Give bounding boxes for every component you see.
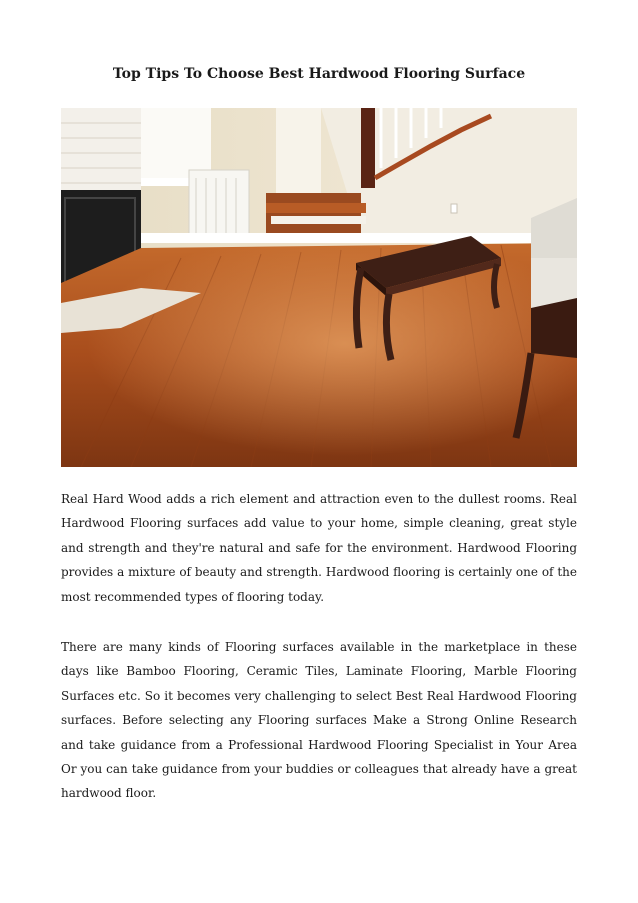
hardwood-floor-photo (61, 108, 577, 467)
intro-paragraph: Real Hard Wood adds a rich element and attraction even to the dullest rooms. Real Hardwood Flooring surfaces add value to your home, simple cleaning, great style and strength and they're natural and safe for the environment. Hardwood Flooring provides a mixture of beauty and strength. Hardwood flooring is certainly one of the most recommended types of flooring today. (61, 492, 577, 604)
flooring-options-paragraph: There are many kinds of Flooring surfaces available in the marketplace in these days like Bamboo Flooring, Ceramic Tiles, Laminate Flooring, Marble Flooring Surfaces etc. So it becomes very challenging to select Best Real Hardwood Flooring surfaces. Before selecting any Flooring surfaces Make a Strong Online Research and take guidance from a Professional Hardwood Flooring Specialist in Your Area Or you can take guidance from your buddies or colleagues that already have a great hardwood floor. (61, 640, 577, 801)
page-title: Top Tips To Choose Best Hardwood Flooring Surface (112, 66, 526, 82)
